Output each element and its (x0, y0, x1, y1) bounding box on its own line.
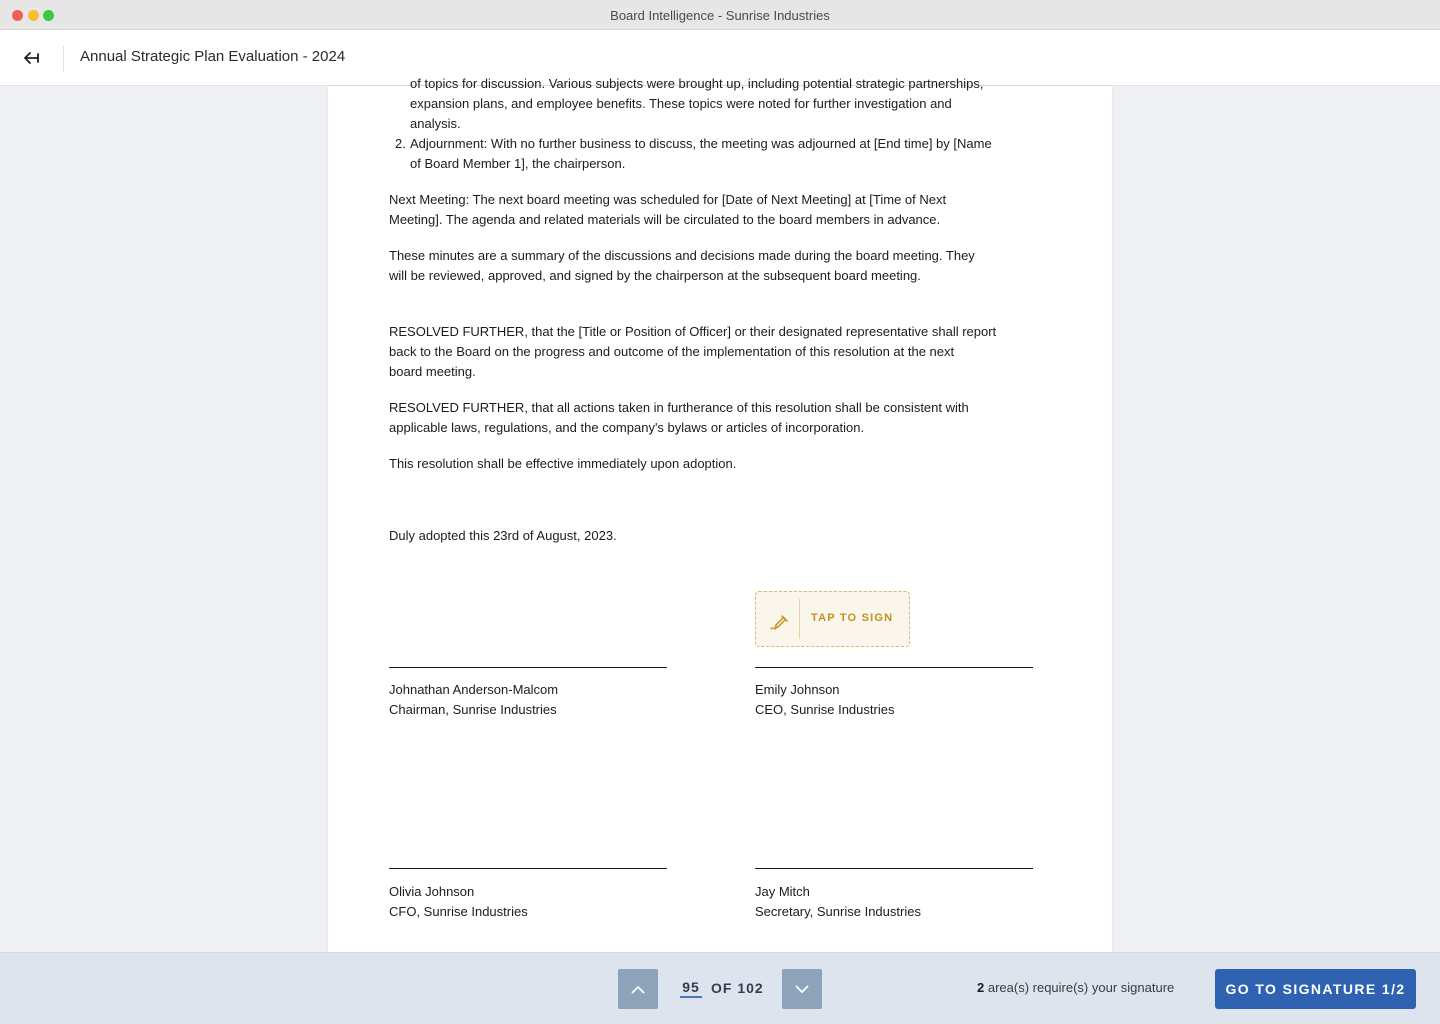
previous-page-button[interactable] (618, 969, 658, 1009)
paragraph-line: Next Meeting: The next board meeting was scheduled for [Date of Next Meeting] at [Time of Next (389, 192, 947, 207)
paragraph-line: RESOLVED FURTHER, that all actions taken in furtherance of this resolution shall be consistent with (389, 400, 969, 415)
signature-line (389, 868, 667, 869)
signature-count: 2 (977, 980, 985, 995)
signer-role: CFO, Sunrise Industries (389, 904, 528, 919)
signature-line (755, 868, 1033, 869)
paragraph-line: applicable laws, regulations, and the company's bylaws or articles of incorporation. (389, 420, 865, 435)
window-title: Board Intelligence - Sunrise Industries (610, 8, 830, 23)
chevron-down-icon (795, 985, 809, 994)
bottom-navigation-bar (0, 952, 1440, 1024)
tap-sign-divider (799, 599, 800, 639)
signer-role: Chairman, Sunrise Industries (389, 702, 557, 717)
signer-name: Jay Mitch (755, 884, 810, 899)
current-page-input[interactable]: 95 (680, 979, 702, 998)
paragraph-line: of topics for discussion. Various subjects were brought up, including potential strategic partnerships, (410, 76, 984, 91)
signer-role: CEO, Sunrise Industries (755, 702, 895, 717)
paragraph-line: expansion plans, and employee benefits. These topics were noted for further investigation and (410, 96, 952, 111)
back-arrow-icon (24, 52, 40, 64)
paragraph-line: These minutes are a summary of the discussions and decisions made during the board meeting. They (389, 248, 975, 263)
signature-line (389, 667, 667, 668)
document-viewport[interactable] (0, 76, 1440, 952)
next-page-button[interactable] (782, 969, 822, 1009)
paragraph-line: Adjournment: With no further business to discuss, the meeting was adjourned at [End time] by [Name (410, 136, 992, 151)
paragraph-line: analysis. (410, 116, 461, 131)
paragraph-line: board meeting. (389, 364, 476, 379)
signer-name: Olivia Johnson (389, 884, 475, 899)
document-page (328, 76, 1112, 976)
back-button[interactable] (18, 44, 46, 72)
paragraph-line: Meeting]. The agenda and related materials will be circulated to the board members in advance. (389, 212, 941, 227)
go-to-signature-button[interactable]: GO TO SIGNATURE 1/2 (1215, 969, 1416, 1009)
header-divider (63, 46, 64, 72)
signer-name: Emily Johnson (755, 682, 840, 697)
list-number: 2. (395, 136, 406, 151)
window-title-bar (0, 0, 1440, 30)
paragraph-line: of Board Member 1], the chairperson. (410, 156, 626, 171)
signer-name: Johnathan Anderson-Malcom (389, 682, 559, 697)
tap-to-sign-button[interactable] (755, 591, 910, 647)
signature-line (755, 667, 1033, 668)
paragraph-line: back to the Board on the progress and outcome of the implementation of this resolution at the next (389, 344, 955, 359)
signature-required-status (977, 980, 1174, 995)
signer-role: Secretary, Sunrise Industries (755, 904, 921, 919)
adoption-date-line: Duly adopted this 23rd of August, 2023. (389, 528, 617, 543)
pen-sign-icon (768, 610, 790, 632)
chevron-up-icon (631, 985, 645, 994)
document-title: Annual Strategic Plan Evaluation - 2024 (80, 48, 346, 65)
paragraph-line: This resolution shall be effective immediately upon adoption. (389, 456, 737, 471)
signature-required-text: area(s) require(s) your signature (984, 980, 1175, 995)
tap-to-sign-label: TAP TO SIGN (811, 612, 894, 624)
page-total: OF 102 (711, 980, 764, 996)
paragraph-line: RESOLVED FURTHER, that the [Title or Position of Officer] or their designated representative shall report (389, 324, 997, 339)
paragraph-line: will be reviewed, approved, and signed by the chairperson at the subsequent board meeting. (389, 268, 921, 283)
